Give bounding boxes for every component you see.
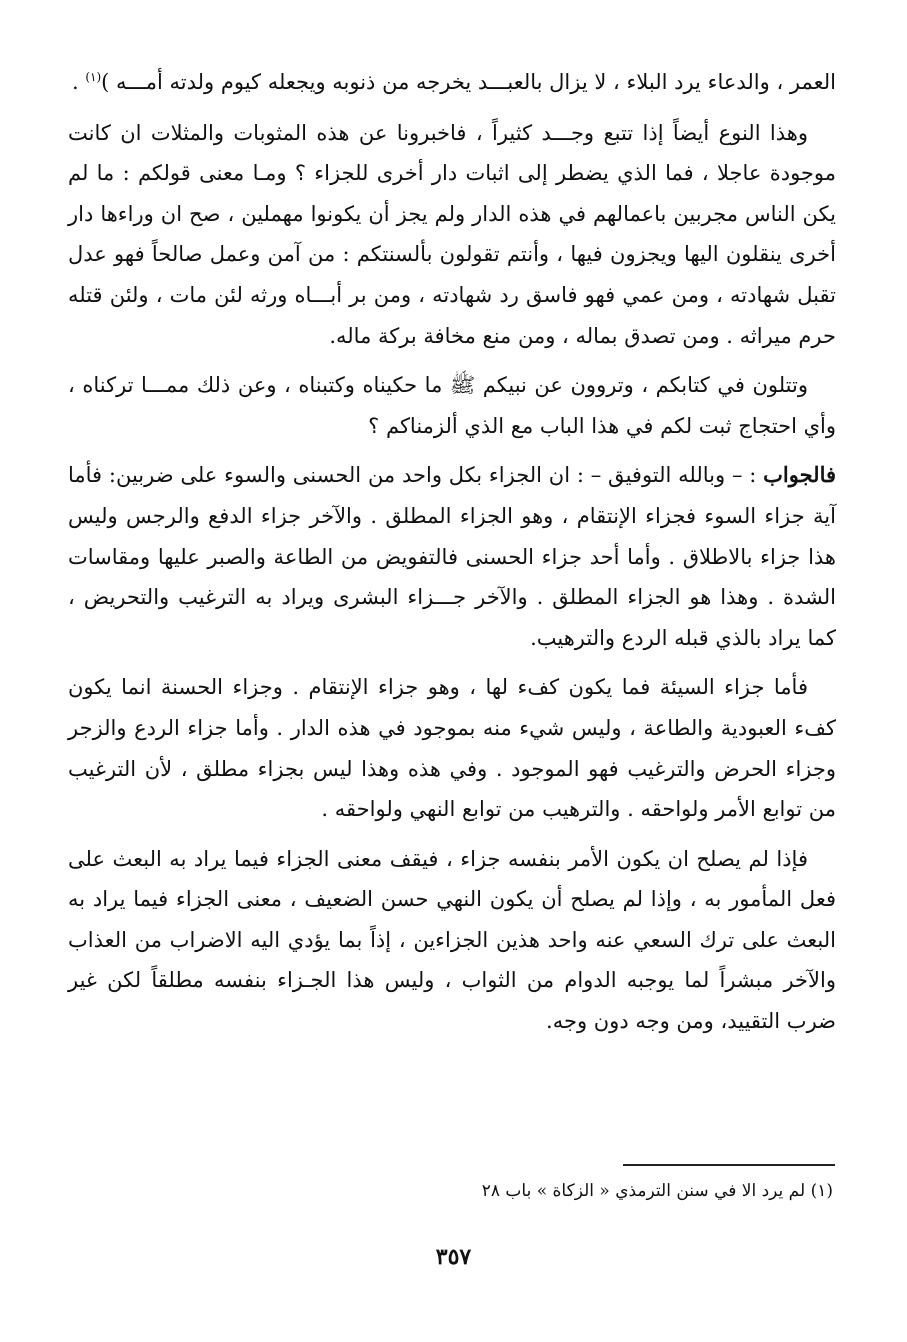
main-text xyxy=(68,62,836,1051)
paragraph-1 xyxy=(68,62,836,103)
paragraph-text: العمر ، والدعاء يرد البلاء ، لا يزال بالعبـــد يخرجه من ذنوبه ويجعله كيوم ولدته أمـــه ) xyxy=(101,70,836,94)
page-number: ٣٥٧ xyxy=(435,1244,472,1270)
paragraph-2 xyxy=(68,113,836,357)
answer-lead: فالجواب xyxy=(763,462,836,488)
paragraph-tail: . xyxy=(71,70,86,94)
paragraph-text: وهذا النوع أيضاً إذا تتبع وجـــد كثيراً ، فاخبرونا عن هذه المثوبات والمثلات ان كانت موجودة عاجلا ، فما الذي يضطر إلى اثبات دار أخرى للجزاء ؟ ومـا معنى قولكم : ما لم يكن الناس مجربين باعمالهم في هذه الدار ولم يجز أن يكونوا مهملين ، صح ان وراءها دار أخرى ينقلون اليها ويجزون فيها ، وأنتم تقولون بألسنتكم : من آمن وعمل صالحاً فهو عدل تقبل شهادته ، ومن عمي فهو فاسق رد شهادته ، ومن بر أبـــاه ورثه لئن مات ، ولئن قتله حرم ميراثه . ومن تصدق بماله ، ومن منع مخافة بركة ماله. xyxy=(68,120,836,348)
footnote: (١) لم يرد الا في سنن الترمذي « الزكاة » باب ٢٨ xyxy=(481,1181,833,1201)
footnote-divider xyxy=(623,1164,835,1166)
paragraph-5 xyxy=(68,667,836,829)
paragraph-text: فإذا لم يصلح ان يكون الأمر بنفسه جزاء ، فيقف معنى الجزاء فيما يراد به البعث على فعل المأمور به ، وإذا لم يصلح أن يكون النهي حسن الضعيف ، معنى الجزاء فيما يراد به البعث على ترك السعي عنه واحد هذين الجزاءين ، إذاً بما يؤدي اليه الاضراب من العذاب والآخر مبشراً لما يوجبه الدوام من الثواب ، وليس هذا الجـزاء بنفسه مطلقاً لكن غير ضرب التقييد، ومن وجه دون وجه. xyxy=(68,846,836,1034)
footnote-marker: (١) xyxy=(85,70,102,84)
paragraph-6 xyxy=(68,839,836,1042)
paragraph-text: وتتلون في كتابكم ، وتروون عن نبيكم ﷺ ما حكيناه وكتبناه ، وعن ذلك ممـــا تركناه ، وأي احتجاج ثبت لكم في هذا الباب مع الذي ألزمناكم ؟ xyxy=(68,373,836,438)
paragraph-text: : – وبالله التوفيق – : ان الجزاء بكل واحد من الحسنى والسوء على ضربين: فأما آية جزاء السوء فجزاء الإنتقام ، وهو الجزاء المطلق . والآخر جزاء الدفع والرجس وليس هذا جزاء بالاطلاق . وأما أحد جزاء الحسنى فالتفويض من الطاعة والصبر عليها ومقاسات الشدة . وهذا هو الجزاء المطلق . والآخر جـــزاء البشرى ويراد به الترغيب والتحريض ، كما يراد بالذي قبله الردع والترهيب. xyxy=(68,463,836,650)
paragraph-text: فأما جزاء السيئة فما يكون كفء لها ، وهو جزاء الإنتقام . وجزاء الحسنة انما يكون كفء العبودية والطاعة ، وليس شيء منه بموجود في هذه الدار . وأما جزاء الردع والزجر وجزاء الحرض والترغيب فهو الموجود . وفي هذه وهذا ليس بجزاء مطلق ، لأن الترغيب من توابع الأمر ولواحقه . والترهيب من توابع النهي ولواحقه . xyxy=(68,675,836,822)
paragraph-4 xyxy=(68,455,836,658)
paragraph-3 xyxy=(68,365,836,446)
